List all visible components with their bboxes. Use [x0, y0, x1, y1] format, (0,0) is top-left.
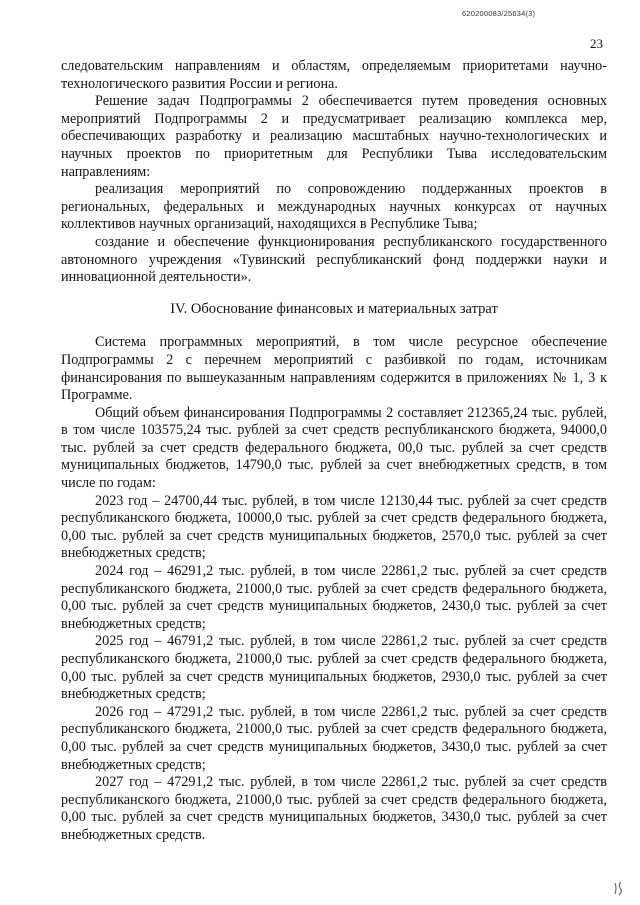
paragraph-continuation: следовательским направлениям и областям, определяемым приоритетами научно-технологического развития России и региона. — [61, 58, 607, 92]
funding-year-2024: 2024 год – 46291,2 тыс. рублей, в том числе 22861,2 тыс. рублей за счет средств республиканского бюджета, 21000,0 тыс. рублей за счет средств федерального бюджета, 0,00 тыс. рублей за счет средств муниципальных бюджетов, 2430,0 тыс. рублей за счет внебюджетных средств; — [61, 563, 607, 632]
paragraph-tasks-solution: Решение задач Подпрограммы 2 обеспечивается путем проведения основных мероприятий Подпрограммы 2 и предусматривает реализацию комплекса мер, обеспечивающих разработку и реализацию масштабных научно-технологических и научных проектов по приоритетным для Республики Тыва исследовательским направлениям: — [61, 93, 607, 180]
paragraph-task-item-2: создание и обеспечение функционирования республиканского государственного автономного учреждения «Тувинский республиканский фонд поддержки науки и инновационной деятельности». — [61, 233, 607, 286]
paragraph-task-item-1: реализация мероприятий по сопровождению поддержанных проектов в региональных, федеральных и международных научных конкурсах от научных коллективов научных организаций, находящихся в Республике Тыва; — [61, 181, 607, 233]
paragraph-total-funding: Общий объем финансирования Подпрограммы 2 составляет 212365,24 тыс. рублей, в том числе 103575,24 тыс. рублей за счет средств республиканского бюджета, 94000,0 тыс. рублей за счет средств федерального бюджета, 00,0 тыс. рублей за счет средств муниципальных бюджетов, 14790,0 тыс. рублей за счет внебюджетных средств, в том числе по годам: — [61, 404, 607, 492]
funding-year-2023: 2023 год – 24700,44 тыс. рублей, в том числе 12130,44 тыс. рублей за счет средств республиканского бюджета, 10000,0 тыс. рублей за счет средств федерального бюджета, 0,00 тыс. рублей за счет средств муниципальных бюджетов, 2570,0 тыс. рублей за счет внебюджетных средств; — [61, 492, 607, 562]
page-number: 23 — [590, 36, 603, 51]
paragraph-program-system: Система программных мероприятий, в том числе ресурсное обеспечение Подпрограммы 2 с перечнем мероприятий с разбивкой по годам, источникам финансирования по вышеуказанным направлениям содержится в приложениях № 1, 3 к Программе. — [61, 334, 607, 404]
document-body — [61, 58, 607, 845]
handwritten-mark — [612, 880, 626, 896]
funding-year-2027: 2027 год – 47291,2 тыс. рублей, в том числе 22861,2 тыс. рублей за счет средств республиканского бюджета, 21000,0 тыс. рублей за счет средств федерального бюджета, 0,00 тыс. рублей за счет средств муниципальных бюджетов, 3430,0 тыс. рублей за счет внебюджетных средств. — [61, 774, 607, 843]
section-heading: IV. Обоснование финансовых и материальных затрат — [170, 300, 498, 317]
funding-year-2026: 2026 год – 47291,2 тыс. рублей, в том числе 22861,2 тыс. рублей за счет средств республиканского бюджета, 21000,0 тыс. рублей за счет средств федерального бюджета, 0,00 тыс. рублей за счет средств муниципальных бюджетов, 3430,0 тыс. рублей за счет внебюджетных средств; — [61, 703, 607, 773]
document-id: 620200083/25634(3) — [462, 9, 536, 18]
funding-year-2025: 2025 год – 46791,2 тыс. рублей, в том числе 22861,2 тыс. рублей за счет средств республиканского бюджета, 21000,0 тыс. рублей за счет средств федерального бюджета, 0,00 тыс. рублей за счет средств муниципальных бюджетов, 2930,0 тыс. рублей за счет внебюджетных средств; — [61, 633, 607, 703]
